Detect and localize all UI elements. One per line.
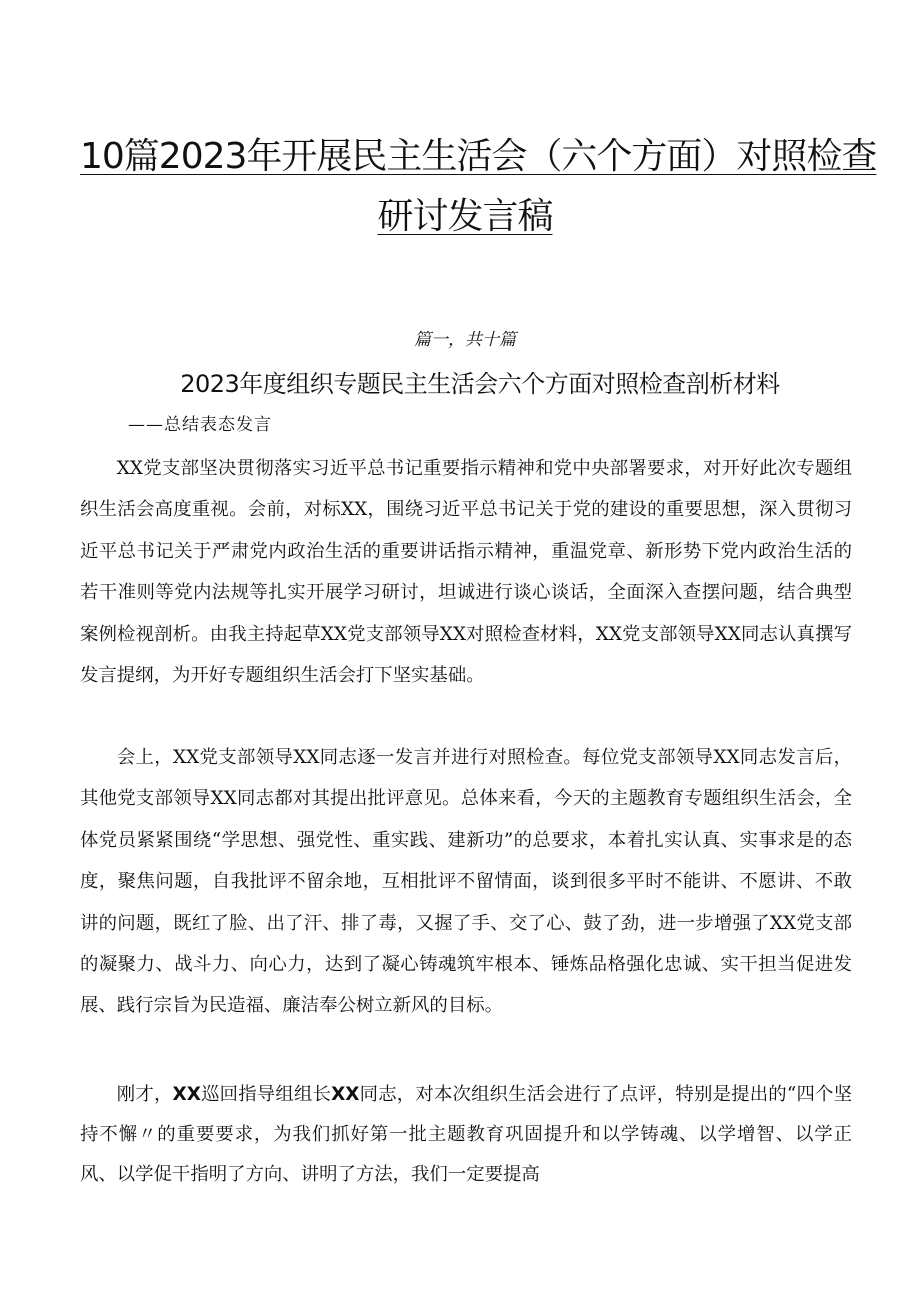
document-title-line-2: 研讨发言稿: [377, 196, 553, 237]
paragraph-2: 会上，XX党支部领导XX同志逐一发言并进行对照检查。每位党支部领导XX同志发言后，其他党支部领导XX同志都对其提出批评意见。总体来看，今天的主题教育专题组织生活会，全体党员紧紧围绕“学思想、强党性、重实践、建新功”的总要求，本着扎实认真、实事求是的态度，聚焦问题，自我批评不留余地，互相批评不留情面，谈到很多平时不能讲、不愿讲、不敢讲的问题，既红了脸、出了汗、排了毒，又握了手、交了心、鼓了劲，进一步增强了XX党支部的凝聚力、战斗力、向心力，达到了凝心铸魂筑牢根本、锤炼品格强化忠诚、实干担当促进发展、践行宗旨为民造福、廉洁奉公树立新风的目标。: [80, 747, 852, 1017]
section-title: 2023年度组织专题民主生活会六个方面对照检查剖析材料: [180, 370, 780, 398]
paragraph-3: [80, 1075, 852, 1195]
paragraph-3-bold-b: XX: [331, 1084, 360, 1105]
paragraph-3-part-c: 同志，对本次组织生活会进行了点评，特别是提出的“四个坚持不懈〃的重要要求，为我们抓好第一批主题教育巩固提升和以学铸魂、以学增智、以学正风、以学促干指明了方向、讲明了方法，我们一定要提高: [80, 1084, 852, 1185]
paragraph-3-part-b: 巡回指导组组长: [200, 1084, 332, 1105]
paragraph-3-part-a: 刚才，: [116, 1084, 173, 1105]
paragraph-3-bold-a: XX: [172, 1084, 201, 1105]
section-caption: ——总结表态发言: [128, 415, 272, 435]
document-title-line-1: 10篇2023年开展民主生活会（六个方面）对照检查: [80, 136, 877, 177]
paragraph-1: XX党支部坚决贯彻落实习近平总书记重要指示精神和党中央部署要求，对开好此次专题组织生活会高度重视。会前，对标XX，围绕习近平总书记关于党的建设的重要思想，深入贯彻习近平总书记关于严肃党内政治生活的重要讲话指示精神，重温党章、新形势下党内政治生活的若干准则等党内法规等扎实开展学习研讨，坦诚进行谈心谈话，全面深入查摆问题，结合典型案例检视剖析。由我主持起草XX党支部领导XX对照检查材料，XX党支部领导XX同志认真撰写发言提纲，为开好专题组织生活会打下坚实基础。: [80, 458, 852, 687]
part-label: 篇一，共十篇: [414, 330, 516, 350]
